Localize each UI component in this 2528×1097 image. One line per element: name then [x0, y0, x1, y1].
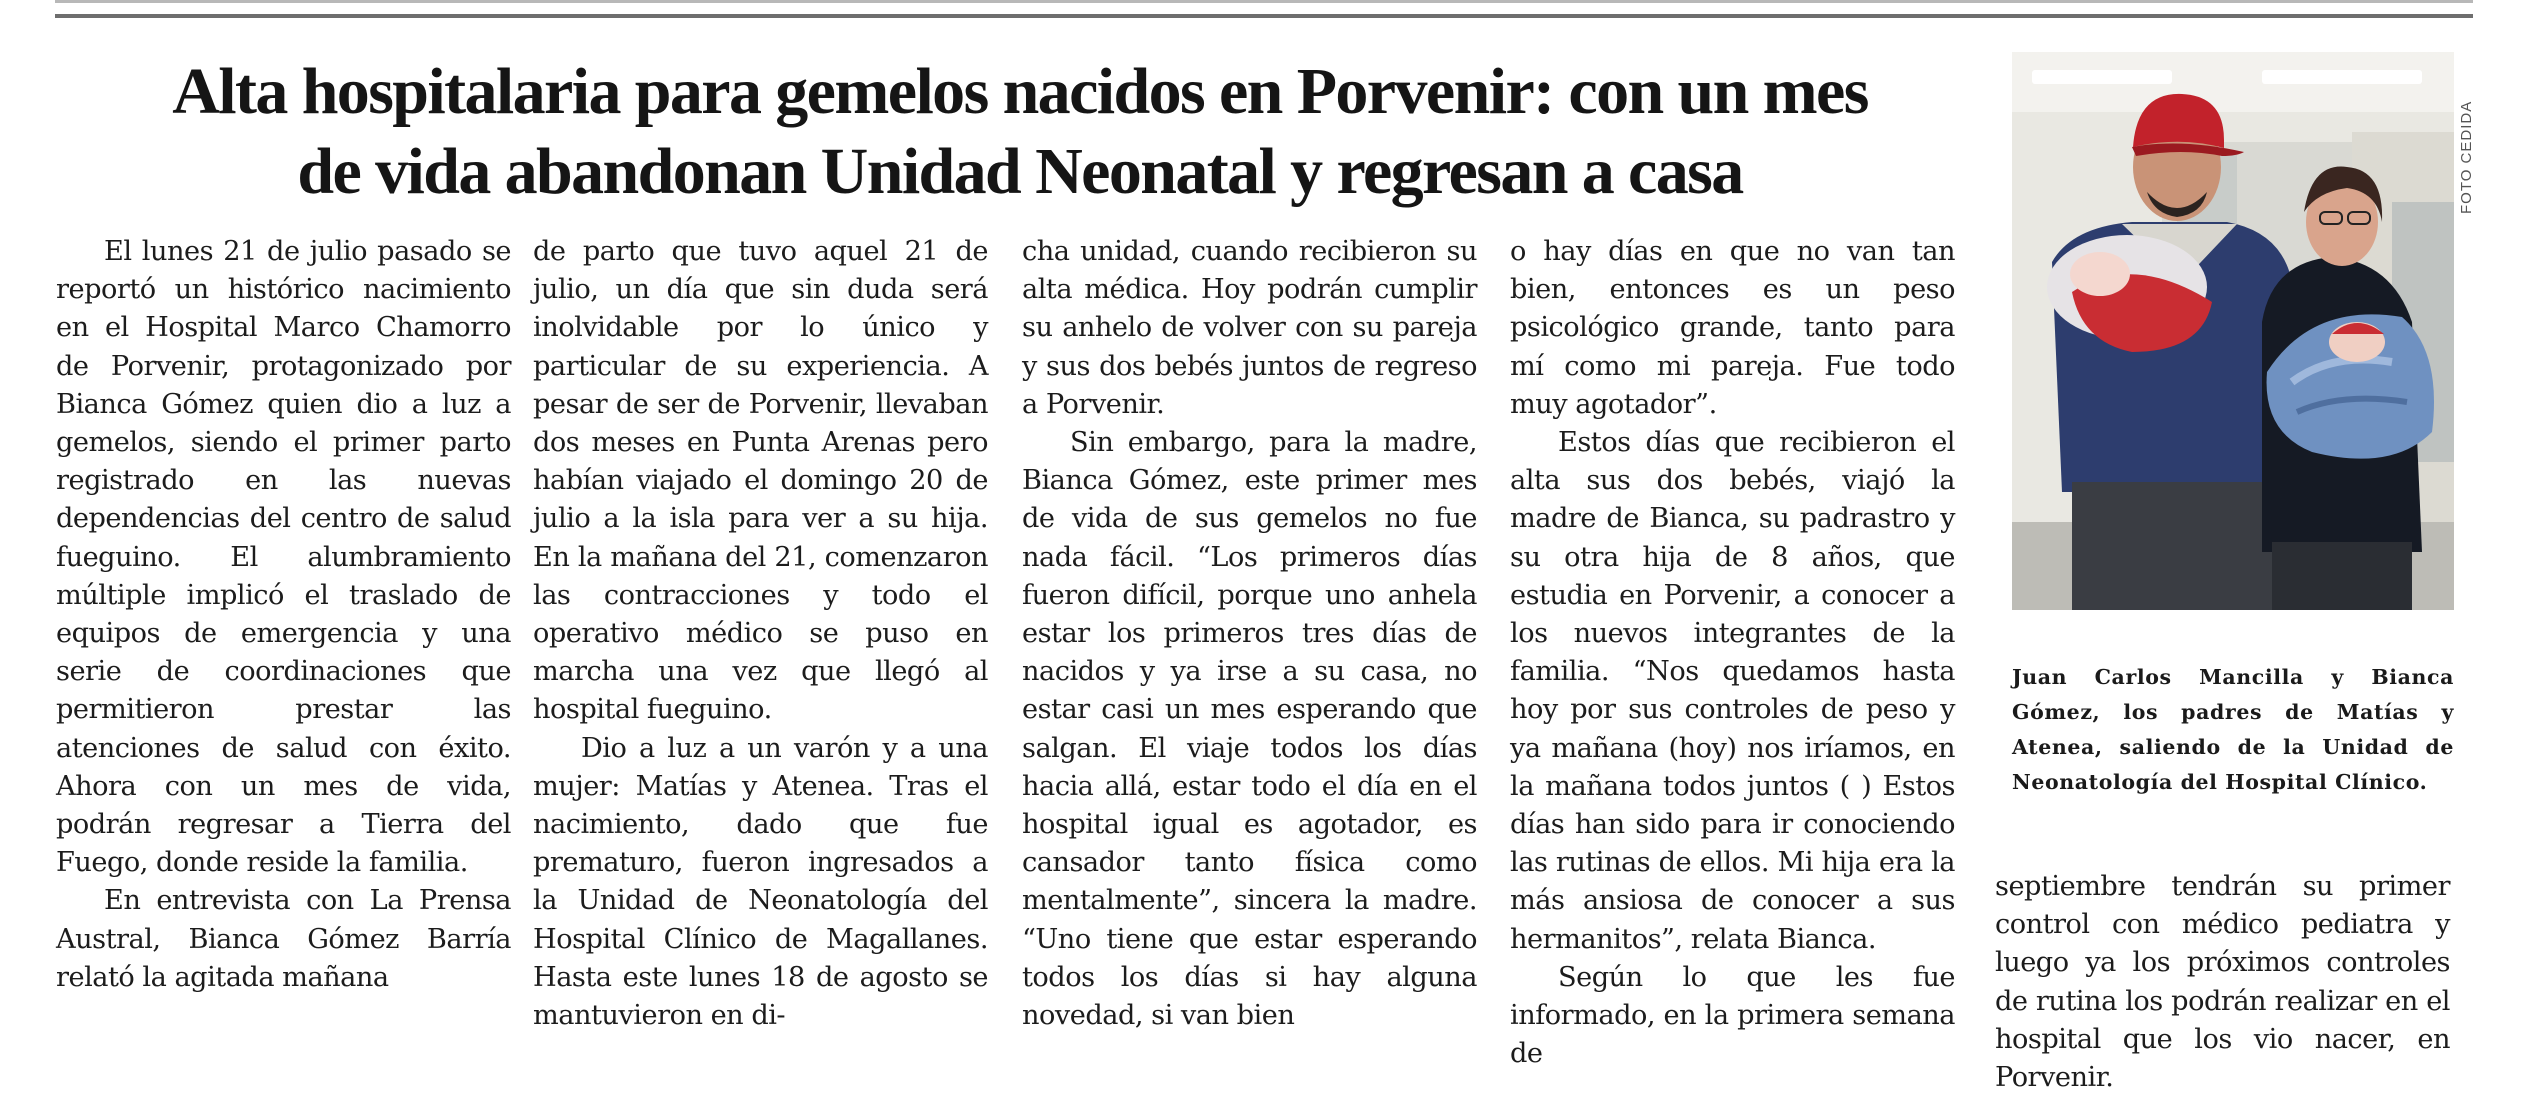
paragraph: Estos días que recibieron el alta sus dos bebés, viajó la madre de Bianca, su padrastro y su otra hija de 8 años, que estudia en Porvenir, a conocer a los nuevos integrantes de la familia. “Nos quedamos hasta hoy por sus controles de peso y ya mañana (hoy) nos iríamos, en la mañana todos juntos ( ) Estos días han sido para ir conociendo las rutinas de ellos. Mi hija era la más ansiosa de conocer a sus hermanitos”, relata Bianca. [1510, 427, 1955, 955]
article-column-2 [533, 233, 988, 1035]
article-column-1 [56, 233, 511, 997]
paragraph-continued: de parto que tuvo aquel 21 de julio, un día que sin duda será inolvidable por lo único y particular de su experiencia. A pesar de ser de Porvenir, llevaban dos meses en Punta Arenas pero habían viajado el domingo 20 de julio a la isla para ver a su hija. En la mañana del 21, comenzaron las contracciones y todo el operativo médico se puso en marcha una vez que llegó al hospital fueguino. [533, 236, 988, 726]
paragraph: El lunes 21 de julio pasado se reportó un histórico nacimiento en el Hospital Marco Chamorro de Porvenir, protagonizado por Bianca Gómez quien dio a luz a gemelos, siendo el primer parto registrado en las nuevas dependencias del centro de salud fueguino. El alumbramiento múltiple implicó el traslado de equipos de emergencia y una serie de coordinaciones que permitieron prestar las atenciones de salud con éxito. Ahora con un mes de vida, podrán regresar a Tierra del Fuego, donde reside la familia. [56, 236, 511, 879]
article-column-3 [1022, 233, 1477, 1035]
paragraph: Sin embargo, para la madre, Bianca Gómez, este primer mes de vida de sus gemelos no fue nada fácil. “Los primeros días fueron difícil, porque uno anhela estar los primeros tres días de nacidos y ya irse a su casa, no estar casi un mes esperando que salgan. El viaje todos los días hacia allá, estar todo el día en el hospital igual es agotador, es cansador tanto física como mentalmente”, sincera la madre. “Uno tiene que estar esperando todos los días si hay alguna novedad, si van bien [1022, 427, 1477, 1032]
photo-credit: FOTO CEDIDA [2458, 100, 2475, 214]
article-column-5 [1995, 868, 2450, 1097]
photo-caption: Juan Carlos Mancilla y Bianca Gómez, los padres de Matías y Atenea, saliendo de la Unidad de Neonatología del Hospital Clínico. [2012, 665, 2454, 794]
parents-with-twins-illustration [2012, 52, 2454, 610]
paragraph: Según lo que les fue informado, en la primera semana de [1510, 961, 1955, 1070]
top-rule [55, 0, 2473, 18]
paragraph: Dio a luz a un varón y a una mujer: Matías y Atenea. Tras el nacimiento, dado que fue prematuro, fueron ingresados a la Unidad de Neonatología del Hospital Clínico de Magallanes. Hasta este lunes 18 de agosto se mantuvieron en di- [533, 732, 988, 1032]
headline: Alta hospitalaria para gemelos nacidos en Porvenir: con un mes de vida abandonan Unidad Neonatal y regresan a casa [172, 55, 1868, 208]
article-column-4 [1510, 233, 1955, 1073]
paragraph: En entrevista con La Prensa Austral, Bianca Gómez Barría relató la agitada mañana [56, 885, 511, 993]
paragraph-continued: cha unidad, cuando recibieron su alta médica. Hoy podrán cumplir su anhelo de volver con su pareja y sus dos bebés juntos de regreso a Porvenir. [1022, 236, 1477, 420]
news-photo [2012, 52, 2454, 610]
paragraph-continued: o hay días en que no van tan bien, entonces es un peso psicológico grande, tanto para mí como mi pareja. Fue todo muy agotador”. [1510, 236, 1955, 420]
paragraph-continued: septiembre tendrán su primer control con médico pediatra y luego ya los próximos controles de rutina los podrán realizar en el hospital que los vio nacer, en Porvenir. [1995, 871, 2450, 1094]
